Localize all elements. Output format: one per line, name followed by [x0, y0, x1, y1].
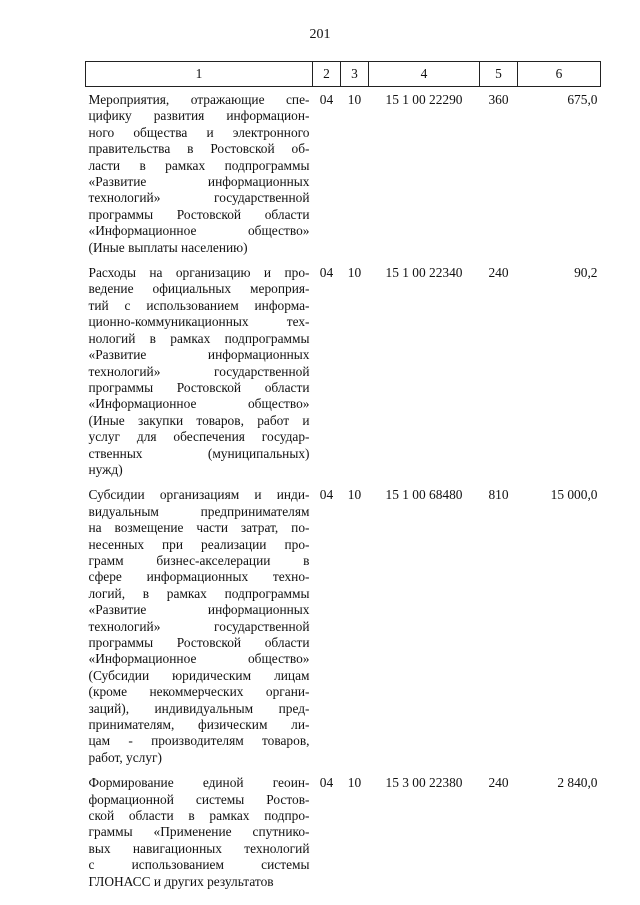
amount: 675,0: [567, 92, 598, 107]
amount: 2 840,0: [557, 775, 598, 791]
column-header: 3: [341, 62, 369, 87]
subsection-code: 10: [347, 487, 362, 503]
description-line: граммы «Применение спутнико-: [88, 824, 310, 840]
subsection-code: 10: [347, 92, 362, 107]
section-code: 04: [319, 487, 334, 503]
description-line: ласти в рамках подпрограммы: [88, 157, 310, 173]
table-row: [86, 87, 601, 261]
description-line: программы Ростовской области: [88, 635, 310, 650]
description-line: «Информационное общество»: [88, 396, 310, 412]
column-header: 5: [480, 62, 518, 87]
description-line: ГЛОНАСС и других результатов: [88, 873, 274, 889]
expense-type-code: 360: [488, 92, 509, 107]
target-article-code: 15 1 00 68480: [385, 487, 463, 503]
expense-type-code: 810: [488, 487, 509, 503]
column-number-row: [86, 62, 601, 87]
description-line: «Информационное общество»: [88, 223, 310, 239]
description-line: технологий» государственной: [88, 190, 310, 206]
description-line: работ, услуг): [88, 749, 162, 765]
section-code: 04: [319, 775, 334, 791]
row-description: [86, 260, 313, 482]
description-line: Субсидии организациям и инди-: [88, 487, 310, 503]
description-line: ственных (муниципальных): [88, 445, 310, 461]
description-line: с использованием системы: [88, 857, 310, 873]
row-description: [86, 87, 313, 261]
description-line: Мероприятия, отражающие спе-: [88, 92, 310, 107]
description-line: нологий в рамках подпрограммы: [88, 330, 310, 346]
description-line: видуальным предпринимателям: [88, 503, 310, 519]
section-code: 04: [319, 265, 334, 281]
description-line: «Информационное общество»: [88, 651, 310, 667]
description-line: «Развитие информационных: [88, 174, 310, 190]
description-line: заций), индивидуальным пред-: [88, 700, 310, 716]
budget-rows: [86, 87, 601, 895]
target-article-code: 15 1 00 22290: [385, 92, 463, 107]
description-line: сфере информационных техно-: [88, 569, 310, 585]
description-line: технологий» государственной: [88, 363, 310, 379]
description-line: технологий» государственной: [88, 618, 310, 634]
column-header: 1: [86, 62, 313, 87]
description-line: «Развитие информационных: [88, 347, 310, 363]
page-number: 201: [309, 27, 331, 42]
row-description: [86, 482, 313, 770]
column-header: 6: [518, 62, 601, 87]
description-line: ного общества и электронного: [88, 124, 310, 140]
description-line: ской области в рамках подпро-: [88, 808, 310, 824]
description-line: (Иные выплаты населению): [88, 239, 248, 255]
section-code: 04: [319, 92, 334, 107]
subsection-code: 10: [347, 775, 362, 791]
amount: 15 000,0: [550, 487, 598, 503]
description-line: логий, в рамках подпрограммы: [88, 585, 310, 601]
description-line: нужд): [88, 461, 123, 477]
description-line: (кроме некоммерческих органи-: [88, 684, 310, 700]
description-line: грамм бизнес-акселерации в: [88, 552, 310, 568]
description-line: программы Ростовской области: [88, 206, 310, 222]
subsection-code: 10: [347, 265, 362, 281]
description-line: правительства в Ростовской об-: [88, 141, 310, 157]
target-article-code: 15 3 00 22380: [385, 775, 463, 791]
description-line: (Иные закупки товаров, работ и: [88, 412, 310, 428]
description-line: Формирование единой геоин-: [88, 775, 310, 791]
description-line: принимателям, физическим ли-: [88, 717, 310, 733]
table-row: [86, 770, 601, 894]
amount: 90,2: [574, 265, 598, 281]
description-line: формационной системы Ростов-: [88, 791, 310, 807]
description-line: «Развитие информационных: [88, 602, 310, 618]
column-header: 2: [313, 62, 341, 87]
column-header: 4: [369, 62, 480, 87]
description-line: на возмещение части затрат, по-: [88, 520, 310, 536]
table-row: [86, 482, 601, 770]
description-line: цам - производителям товаров,: [88, 733, 310, 749]
description-line: программы Ростовской области: [88, 379, 310, 395]
target-article-code: 15 1 00 22340: [385, 265, 463, 281]
description-line: вых навигационных технологий: [88, 840, 310, 856]
row-description: [86, 770, 313, 894]
budget-table: [85, 61, 601, 894]
description-line: цифику развития информацион-: [88, 108, 310, 124]
description-line: ционно-коммуникационных тех-: [88, 314, 310, 330]
description-line: Расходы на организацию и про-: [88, 265, 310, 281]
expense-type-code: 240: [488, 775, 509, 791]
description-line: ведение официальных мероприя-: [88, 281, 310, 297]
description-line: тий с использованием информа-: [88, 297, 310, 313]
expense-type-code: 240: [488, 265, 509, 281]
description-line: несенных при реализации про-: [88, 536, 310, 552]
description-line: услуг для обеспечения государ-: [88, 429, 310, 445]
description-line: (Субсидии юридическим лицам: [88, 667, 310, 683]
table-row: [86, 260, 601, 482]
